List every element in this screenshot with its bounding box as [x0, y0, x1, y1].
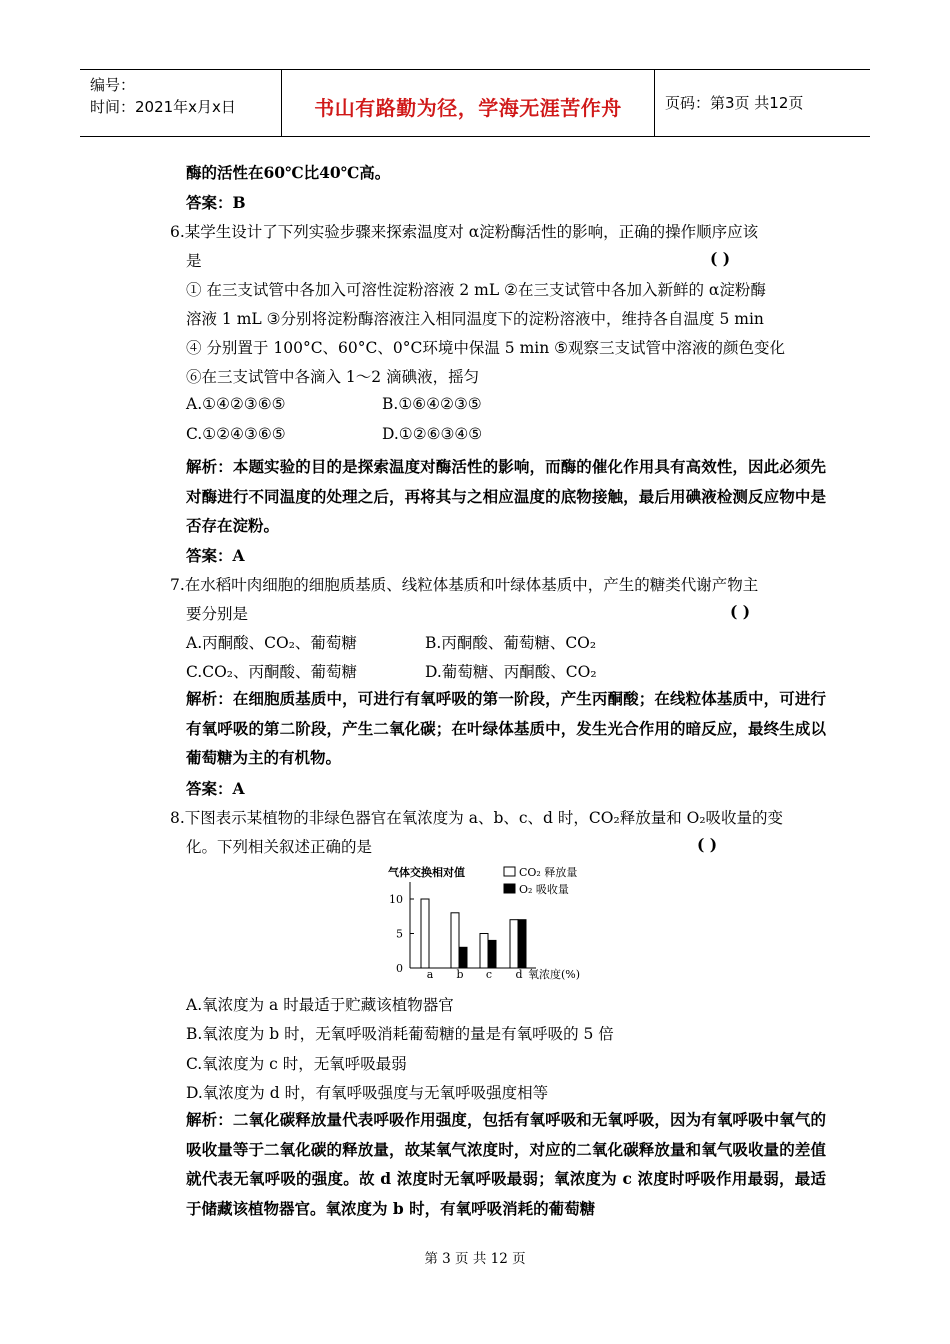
answer-7: 答案：A — [186, 779, 245, 798]
date-label: 时间：2021年x月x日 — [90, 98, 236, 116]
page-label: 页码：第3页 共12页 — [665, 94, 804, 112]
answer-blank: ( ) — [710, 249, 731, 268]
analysis-8: 解析：二氧化碳释放量代表呼吸作用强度，包括有氧呼吸和无氧呼吸，因为有氧呼吸中氧气的吸收量等于二氧化碳的释放量，故某氧气浓度时，对应的二氧化碳释放量和氧气吸收量的差值就代表无氧呼吸的强度。故 d 浓度时无氧呼吸最弱；氧浓度为 c 浓度时呼吸作用最弱，最适于储藏该植物器官。氧浓度为 b 时，有氧呼吸消耗的葡萄糖 — [186, 1110, 826, 1218]
x-tick-label: b — [456, 968, 464, 980]
bar-b-1 — [459, 947, 467, 968]
text-line: 酶的活性在60℃比40℃高。 — [186, 163, 391, 182]
option-c: C.CO₂、丙酮酸、葡萄糖 — [186, 663, 358, 681]
option-d: D.氧浓度为 d 时，有氧呼吸强度与无氧呼吸强度相等 — [186, 1084, 549, 1102]
motto: 书山有路勤为径，学海无涯苦作舟 — [314, 96, 622, 120]
answer-blank: ( ) — [730, 602, 751, 621]
header-motto-cell — [281, 70, 655, 136]
serial-label: 编号： — [90, 76, 136, 94]
x-tick-label: c — [485, 968, 493, 980]
question-7-cont: 要分别是 — [186, 605, 249, 623]
bar-c-1 — [488, 940, 496, 968]
y-tick-label: 0 — [396, 962, 403, 975]
x-tick-label: a — [426, 968, 434, 980]
question-6-cont: 是 — [186, 252, 202, 270]
question-8-cont: 化。下列相关叙述正确的是 — [186, 838, 373, 856]
question-6: 6.某学生设计了下列实验步骤来探索温度对 α淀粉酶活性的影响，正确的操作顺序应该 — [170, 223, 759, 241]
page-header — [80, 69, 870, 137]
bar-b-0 — [451, 913, 459, 968]
step-line: 溶液 1 mL ③分别将淀粉酶溶液注入相同温度下的淀粉溶液中，维持各自温度 5 min — [186, 310, 764, 328]
answer-blank: ( ) — [697, 835, 718, 854]
step-line: ⑥在三支试管中各滴入 1～2 滴碘液，摇匀 — [186, 368, 480, 386]
answer-6: 答案：A — [186, 546, 245, 565]
question-7: 7.在水稻叶肉细胞的细胞质基质、线粒体基质和叶绿体基质中，产生的糖类代谢产物主 — [170, 576, 759, 594]
page-footer: 第 3 页 共 12 页 — [424, 1251, 526, 1267]
chart-legend — [504, 866, 577, 896]
y-tick-label: 10 — [389, 893, 403, 906]
bar-a-0 — [421, 899, 429, 968]
option-d: D.①②⑥③④⑤ — [382, 425, 483, 443]
option-a: A.丙酮酸、CO₂、葡萄糖 — [186, 634, 357, 652]
option-d: D.葡萄糖、丙酮酸、CO₂ — [425, 663, 597, 681]
option-b: B.丙酮酸、葡萄糖、CO₂ — [425, 634, 597, 652]
bar-chart — [388, 862, 598, 980]
bar-d-0 — [510, 920, 518, 968]
chart-xlabel: 氧浓度(%) — [528, 968, 581, 980]
bar-d-1 — [518, 920, 526, 968]
option-a: A.①④②③⑥⑤ — [186, 395, 286, 413]
header-meta — [90, 74, 280, 118]
answer-5: 答案：B — [186, 193, 246, 212]
legend-swatch-o2 — [504, 884, 515, 893]
x-tick-label: d — [515, 968, 523, 980]
chart-ylabel: 气体交换相对值 — [388, 866, 465, 879]
option-c: C.氧浓度为 c 时，无氧呼吸最弱 — [186, 1055, 407, 1073]
analysis-7: 解析：在细胞质基质中，可进行有氧呼吸的第一阶段，产生丙酮酸；在线粒体基质中，可进行有氧呼吸的第二阶段，产生二氧化碳；在叶绿体基质中，发生光合作用的暗反应，最终生成以葡萄糖为主的有机物。 — [186, 689, 826, 767]
question-8: 8.下图表示某植物的非绿色器官在氧浓度为 a、b、c、d 时，CO₂释放量和 O₂吸收量的变 — [170, 809, 784, 827]
bar-c-0 — [480, 934, 488, 969]
analysis-6: 解析：本题实验的目的是探索温度对酶活性的影响，而酶的催化作用具有高效性，因此必须先对酶进行不同温度的处理之后，再将其与之相应温度的底物接触，最后用碘液检测反应物中是否存在淀粉。 — [186, 457, 826, 535]
option-b: B.氧浓度为 b 时，无氧呼吸消耗葡萄糖的量是有氧呼吸的 5 倍 — [186, 1025, 614, 1043]
legend-swatch-co2 — [504, 867, 515, 876]
option-c: C.①②④③⑥⑤ — [186, 425, 286, 443]
y-tick-label: 5 — [396, 927, 403, 941]
option-a: A.氧浓度为 a 时最适于贮藏该植物器官 — [186, 996, 454, 1014]
step-line: ④ 分别置于 100°C、60°C、0°C环境中保温 5 min ⑤观察三支试管中溶液的颜色变化 — [186, 339, 786, 357]
legend-label-o2: O₂ 吸收量 — [519, 883, 569, 896]
step-line: ① 在三支试管中各加入可溶性淀粉溶液 2 mL ②在三支试管中各加入新鲜的 α淀粉酶 — [186, 281, 766, 299]
legend-label-co2: CO₂ 释放量 — [519, 866, 578, 879]
option-b: B.①⑥④②③⑤ — [382, 395, 482, 413]
